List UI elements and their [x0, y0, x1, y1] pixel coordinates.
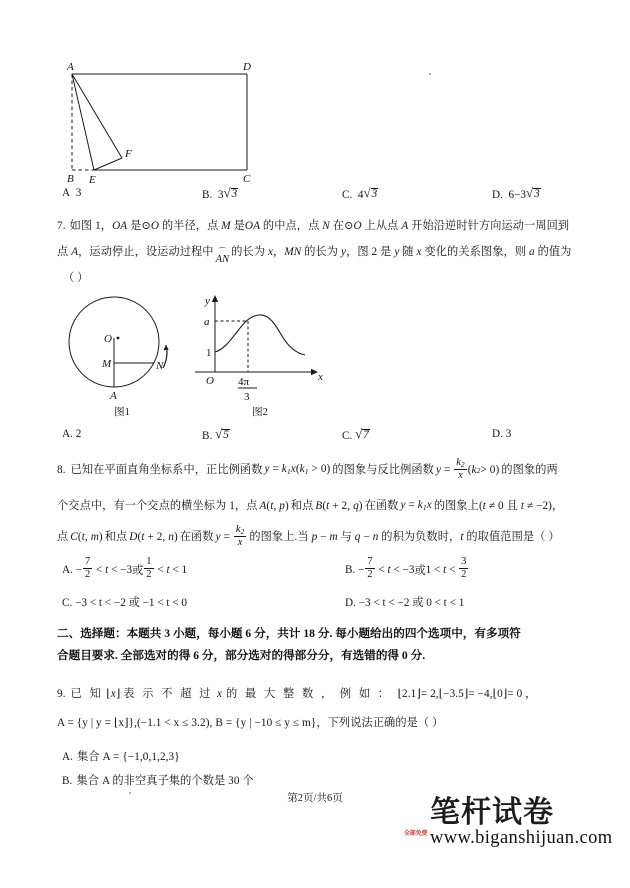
q8-line-2b: 和点 [290, 500, 314, 513]
q8-option-b[interactable]: B. − $\frac{7}{2}$ < t < −3 或 1 < t < $\frac{3}{2}$ [345, 556, 467, 581]
arc-label: AN [215, 254, 230, 265]
q9-example-3: ⌊0⌋= 0 ， [492, 688, 537, 700]
q7-option-a[interactable] [62, 428, 202, 442]
q7-line-2a: 点 A，运动停止，设运动过程中 [57, 246, 214, 258]
q8-line-1a: 已知在平面直角坐标系中，正比例函数 [70, 464, 263, 477]
label-B: B [67, 173, 74, 185]
q8-point-C: C(t, m) [70, 531, 103, 544]
label-A: A [67, 61, 74, 73]
q6-options-row [62, 187, 622, 201]
q8-line-1b: 的图象与反比例函数 [332, 464, 434, 477]
q7-line-3 [63, 269, 88, 288]
q9-option-b-letter: B. [62, 775, 73, 787]
q8-line-3 [57, 525, 627, 550]
fig2-x-axis-label: x [318, 371, 323, 383]
q8-option-c-text: −3 < t < −2 或 −1 < t < 0 [75, 597, 187, 609]
q6-option-c-coef: 4 [357, 189, 364, 201]
q8-option-d[interactable] [345, 594, 464, 610]
q9-set-a-condition: ,(−1.1 < x ≤ 3.2), [134, 717, 213, 729]
section-2-heading-line-2: 合题目要求. 全部选对的得 6 分，部分选对的得部分分，有选错的得 0 分. [57, 649, 426, 662]
arc-notation: ⌒ AN [215, 247, 230, 265]
q8-line-3a: 点 [57, 531, 69, 544]
q8-line-1 [57, 458, 627, 483]
q9-option-b-text: 集合 A 的非空真子集的个数是 30 个 [76, 775, 254, 787]
q8-option-d-text: −3 < t < −2 或 0 < t < 1 [358, 597, 465, 609]
fig2-caption: 图2 [252, 407, 268, 418]
q8-option-d-letter: D. [345, 597, 356, 609]
fig2-one-label: 1 [206, 347, 212, 359]
q7-option-a-letter: A. [62, 428, 73, 440]
fig2-a-label: a [204, 316, 210, 328]
q7-option-c-radicand: 7 [363, 429, 369, 441]
q9-floor-x: ⌊x⌋ [106, 688, 121, 700]
q8-line-2a: 个交点中，有一个交点的横坐标为 1，点 [57, 500, 258, 513]
q8-line-3b: 和点 [104, 531, 128, 544]
fig2-origin-label: O [206, 375, 214, 387]
q6-option-d[interactable]: D. 6−3 √ 3 [492, 185, 540, 201]
q6-option-a[interactable] [62, 187, 202, 201]
q7-options-row [62, 428, 622, 442]
q8-line-2c: 在函数 [364, 500, 399, 513]
q9-option-a-letter: A. [62, 751, 74, 763]
fig2-tick-den: 3 [244, 391, 250, 403]
q7-option-d-value: 3 [505, 428, 512, 440]
q6-option-b-coef: 3 [217, 189, 224, 201]
q8-line-2d: 的图象上(t ≠ 0 且 t ≠ −2)， [433, 500, 564, 513]
q7-option-b[interactable]: B. √ 5 [202, 426, 229, 442]
q7-line-2b: 的长为 x，MN 的长为 y，图 2 是 y 随 x 变化的关系图象，则 a 的值为 [231, 246, 572, 258]
q8-option-b-letter: B. [345, 563, 356, 576]
q7-line-2 [57, 243, 623, 267]
q7-option-c-letter: C. [342, 430, 353, 442]
q6-option-d-letter: D [492, 189, 501, 201]
label-C: C [243, 173, 251, 185]
page-footer: 第2页/共6页 [287, 793, 343, 804]
q7-parens: （ ） [63, 272, 89, 284]
q6-option-b-radicand: 3 [231, 188, 238, 200]
label-E: E [89, 174, 96, 186]
watermark-brand [430, 795, 613, 848]
q9-set-a-def: A = {y | y = ⌊x⌋} [57, 717, 135, 729]
q9-line-2-tail: ，下列说法正确的是（ ） [316, 717, 444, 729]
q9-line-2 [57, 714, 627, 733]
fig1-label-A: A [110, 390, 117, 402]
fig2-tick-num: 4π [238, 376, 250, 388]
q9-line-1c: 的 最 大 整 数 ， 例 如 ： [226, 688, 392, 700]
q7-option-b-radicand: 5 [223, 429, 229, 441]
question-7-body [57, 217, 623, 236]
q9-number: 9. [57, 688, 66, 700]
q7-option-a-value: 2 [75, 428, 82, 440]
watermark-url: www.biganshijuan.com [430, 828, 613, 848]
rectangle-abcd-figure [62, 62, 312, 187]
fig1-caption: 图1 [114, 407, 130, 418]
q6-option-a-letter: A [62, 187, 71, 199]
q6-option-d-radicand: 3 [534, 188, 540, 200]
fig1-label-M: M [102, 358, 112, 370]
watermark-free-badge: 全部免费 [404, 830, 428, 837]
q8-point-A: A(t, p) [259, 500, 289, 513]
q9-var-x: x [216, 688, 223, 700]
label-F: F [125, 148, 132, 160]
q6-option-c[interactable]: C. 4 √ 3 [342, 185, 378, 201]
q9-line-1 [57, 685, 627, 704]
fig1-label-N: N [156, 360, 164, 372]
fig2-y-axis-label: y [205, 295, 210, 307]
q6-option-b[interactable]: B. 3 √ 3 [202, 185, 238, 201]
q6-option-a-value: 3 [75, 187, 82, 199]
q9-line-1a: 已 知 [70, 688, 104, 700]
q7-option-d[interactable] [492, 428, 511, 442]
q8-eq-2: y = $\frac{k_2}{x}$ ( k 2 > 0) [435, 457, 500, 482]
q8-option-a-letter: A. [62, 563, 73, 576]
q7-option-c[interactable]: C. √ 7 [342, 426, 369, 442]
label-D: D [243, 61, 251, 73]
fig2-graph [185, 290, 335, 402]
fig1-circle-diagram [62, 290, 182, 402]
q9-example-2: ⌊−3.5⌋= −4, [438, 688, 493, 700]
q6-option-b-letter: B [202, 189, 210, 201]
q7-option-b-letter: B. [202, 430, 213, 442]
q8-eq-4: y = $\frac{k_2}{x}$ [215, 524, 245, 549]
fig1-label-O: O [104, 333, 112, 345]
q8-line-3c: 在函数 [179, 531, 214, 544]
scan-speck [429, 73, 431, 75]
watermark-brand-cn: 笔杆试卷 [430, 795, 554, 830]
q7-number: 7. [57, 220, 66, 232]
q9-option-a-text: 集合 A = {−1,0,1,2,3} [77, 751, 180, 763]
q9-option-b[interactable] [62, 772, 254, 791]
q9-example-1: ⌊2.1⌋= 2, [397, 688, 439, 700]
q8-point-B: B(t + 2, q) [315, 500, 363, 513]
q8-line-2 [57, 496, 627, 517]
q9-line-1b: 表 示 不 超 过 [123, 688, 213, 700]
section-2-heading-line-1: 二、选择题：本题共 3 小题，每小题 6 分，共计 18 分. 每小题给出的四个选项中，有多项符 [57, 627, 521, 640]
q8-option-a[interactable]: A. − $\frac{7}{2}$ < t < −3 或 $\frac{1}{2}$ < t < 1 [62, 556, 188, 581]
q8-number: 8. [57, 464, 66, 477]
q6-option-c-radicand: 3 [371, 188, 378, 200]
q8-eq-3: $y = k_1x$ [400, 499, 432, 513]
q8-eq-1: $y = k_1x(k_1 > 0)$ [264, 463, 331, 477]
q6-option-d-lead: 6−3 [508, 189, 526, 201]
q8-option-c[interactable] [62, 594, 187, 610]
q7-line-1: 如图 1，OA 是⊙O 的半径，点 M 是OA 的中点，点 N 在⊙O 上从点 A 开始沿逆时针方向运动一周回到 [69, 220, 570, 232]
q8-point-D: D(t + 2, n) [129, 531, 178, 544]
q9-option-a[interactable] [62, 748, 180, 767]
q8-line-3d: 的图象上.当 p − m 与 q − n 的积为负数时，t 的取值范围是（ ） [249, 531, 560, 544]
q6-option-c-letter: C [342, 189, 350, 201]
q8-option-c-letter: C. [62, 597, 73, 609]
q8-line-1c: 的图象的两 [501, 464, 558, 477]
q9-set-b-def: B = {y | −10 ≤ y ≤ m} [215, 717, 317, 729]
q7-option-d-letter: D. [492, 428, 503, 440]
